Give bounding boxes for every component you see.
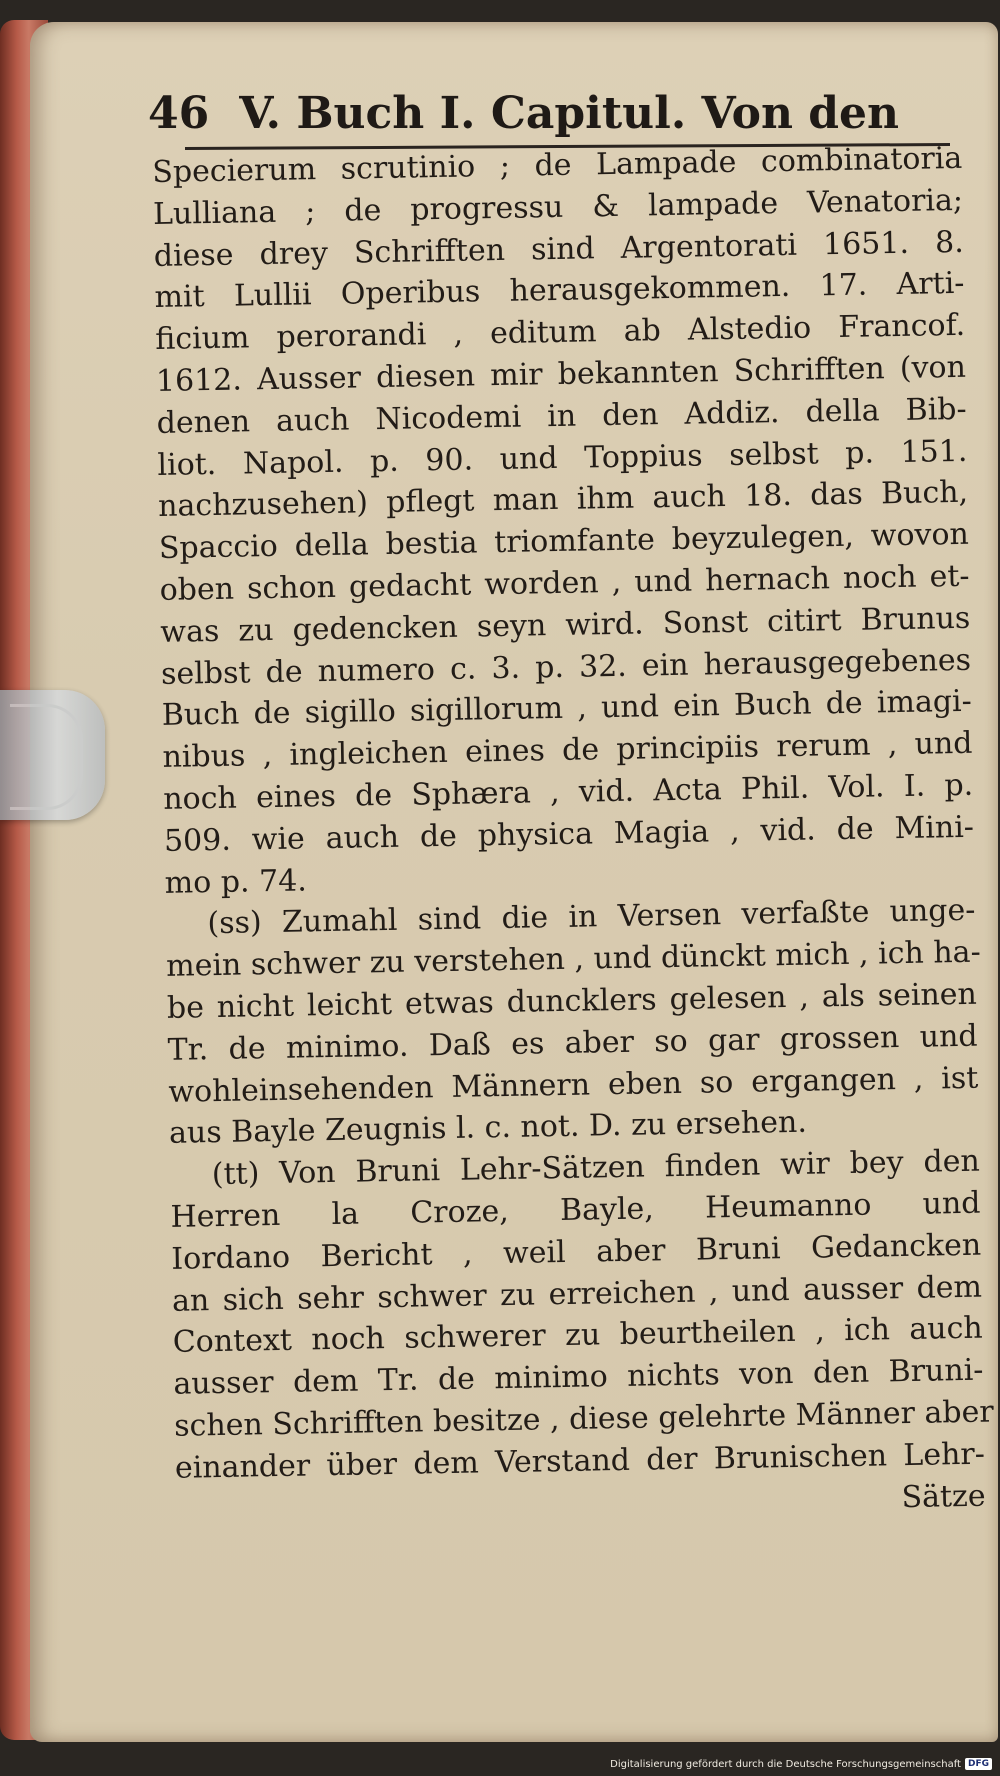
dfg-logo: DFG [965, 1758, 992, 1770]
running-header [148, 88, 948, 148]
text-line: Tr. de minimo. Daß es aber so gar grossen und [167, 1018, 978, 1068]
text-line: nibus , ingleichen eines de principiis rerum , und [162, 725, 973, 776]
text-line: was zu gedencken seyn wird. Sonst citirt Brunus [160, 600, 971, 650]
text-line: Specierum scrutinio ; de Lampade combinatoria [152, 140, 963, 190]
footnote-ss-start: (ss) Zumahl sind die in Versen verfaßte unge- [207, 893, 976, 942]
text-line: wohleinsehenden Männern eben so ergangen , ist [168, 1060, 979, 1110]
text-line: ausser dem Tr. de minimo nichts von den Bruni- [173, 1352, 984, 1402]
text-line: selbst de numero c. 3. p. 32. ein herausgegebenes [160, 642, 972, 692]
text-line: diese drey Schrifften sind Argentorati 1651. 8. [153, 224, 964, 274]
running-title: V. Buch I. Capitul. Von den [239, 88, 899, 139]
text-line: aus Bayle Zeugnis l. c. not. D. zu ersehen. [168, 1105, 808, 1152]
text-line: be nicht leicht etwas duncklers gelesen , als seinen [166, 976, 978, 1026]
text-line: nachzusehen) pflegt man ihm auch 18. das Buch, [157, 475, 969, 525]
text-line: ficium perorandi , editum ab Alstedio Francof. [154, 308, 966, 358]
text-line: an sich sehr schwer zu erreichen , und ausser dem [171, 1269, 983, 1319]
footnote-tt-start: (tt) Von Bruni Lehr-Sätzen finden wir bey den [211, 1143, 981, 1193]
text-line: mit Lullii Operibus herausgekommen. 17. Arti- [154, 266, 965, 316]
text-line: Lulliana ; de progressu & lampade Venatoria; [152, 182, 964, 232]
page-body [152, 138, 994, 1531]
text-line: Spaccio della bestia triomfante beyzulegen, wovon [158, 516, 970, 567]
text-line: Buch de sigillo sigillorum , und ein Buch de imagi- [161, 684, 973, 734]
text-line: liot. Napol. p. 90. und Toppius selbst p. 151. [157, 433, 968, 483]
catchword: Sätze [901, 1478, 986, 1515]
text-line: Context noch schwerer zu beurtheilen , ich auch [172, 1310, 983, 1361]
digitization-credit [610, 1758, 992, 1770]
text-line: einander über dem Verstand der Brunischen Lehr- [174, 1436, 986, 1486]
text-line: mo p. 74. [164, 862, 308, 901]
text-line: 1612. Ausser diesen mir bekannten Schrifften (von [155, 349, 967, 399]
text-line: mein schwer zu verstehen , und dünckt mich , ich ha- [165, 934, 981, 985]
text-line: Iordano Bericht , weil aber Bruni Gedancken [171, 1227, 982, 1277]
text-line: oben schon gedacht worden , und hernach noch et- [159, 558, 970, 608]
text-line: denen auch Nicodemi in den Addiz. della Bib- [156, 391, 967, 441]
text-line: schen Schrifften besitze , diese gelehrte Männer aber [173, 1394, 994, 1444]
text-line: noch eines de Sphæra , vid. Acta Phil. Vol. I. p. [162, 767, 974, 817]
page-clip [0, 690, 105, 820]
page-number: 46 [148, 88, 210, 139]
text-line: 509. wie auch de physica Magia , vid. de Mini- [163, 809, 975, 859]
text-line: Herren la Croze, Bayle, Heumanno und [170, 1185, 981, 1235]
credit-text: Digitalisierung gefördert durch die Deutsche Forschungsgemeinschaft [610, 1758, 961, 1770]
